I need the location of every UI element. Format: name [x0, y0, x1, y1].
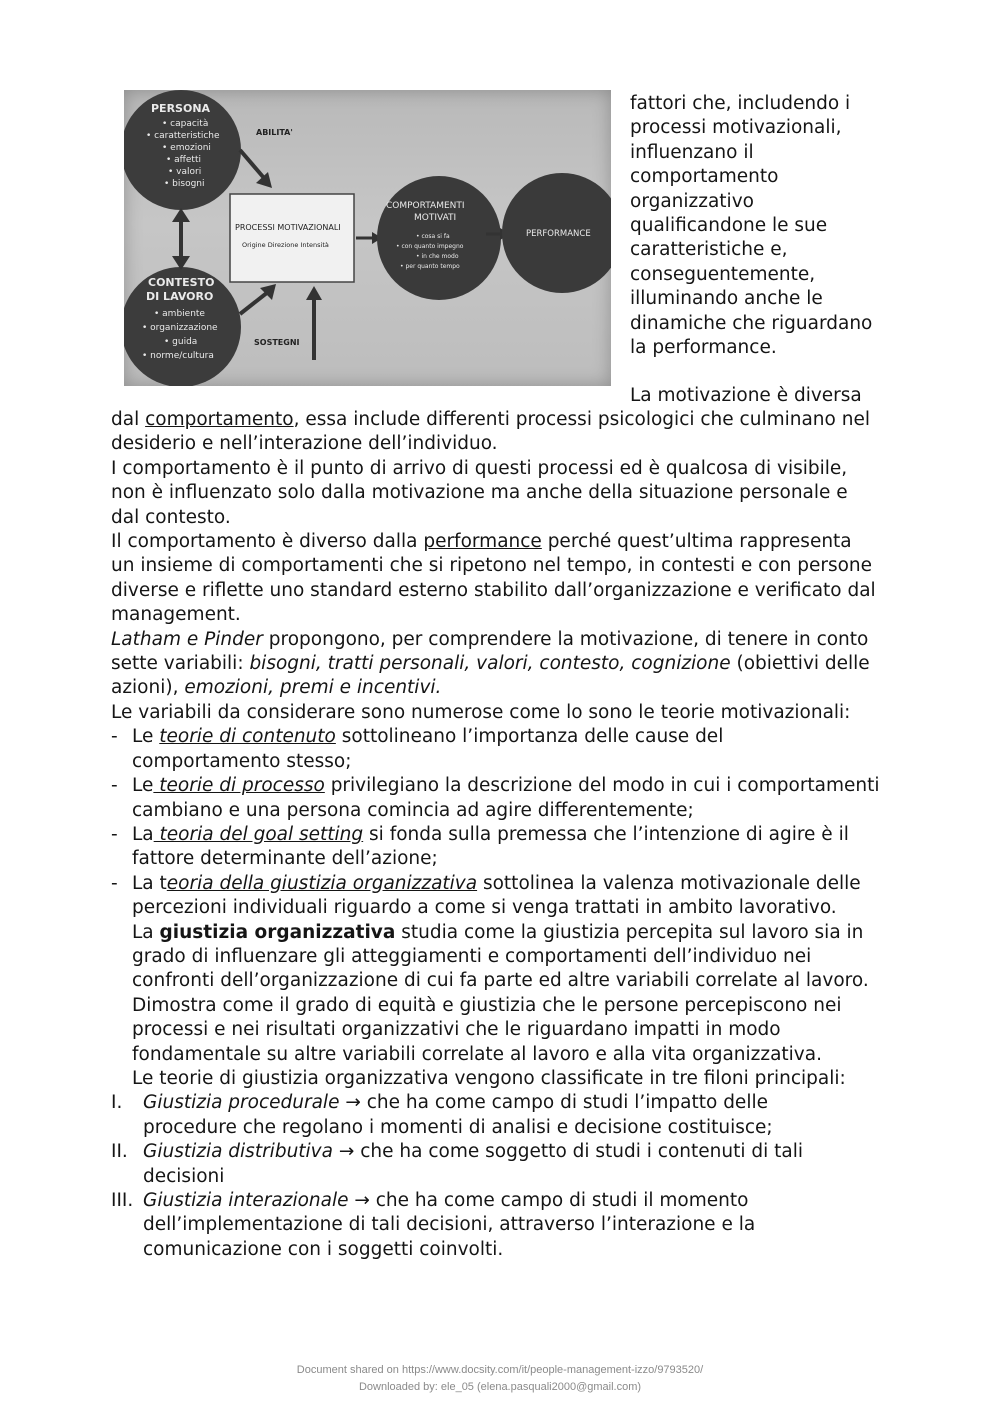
motivation-diagram-image	[124, 90, 611, 386]
text-line: processi motivazionali,	[630, 117, 842, 139]
persona-item: • emozioni	[162, 143, 211, 153]
list-item: - Le teorie di processo privilegiano la descrizione del modo in cui i comportamenti	[111, 774, 901, 798]
contesto-item: • ambiente	[154, 309, 205, 319]
roman-numeral: III.	[111, 1190, 134, 1211]
contesto-title: CONTESTO	[148, 276, 215, 289]
text-line: management.	[111, 604, 241, 626]
processi-title: PROCESSI MOTIVAZIONALI	[235, 223, 341, 232]
numbered-item: I. Giustizia procedurale → che ha come campo di studi l’impatto delle	[111, 1091, 901, 1115]
text-line: processi e nei risultati organizzativi che le riguardano impatti in modo	[132, 1019, 781, 1041]
text-line: dinamiche che riguardano	[630, 312, 873, 334]
comportamenti-item: • in che modo	[416, 253, 459, 260]
underlined-term: performance	[423, 531, 542, 553]
processi-box	[230, 194, 354, 282]
side-paragraph	[630, 92, 900, 360]
comportamenti-item: • con quanto impegno	[396, 243, 464, 250]
text-line: organizzativo	[630, 190, 754, 212]
text-line: qualificandone le sue	[630, 215, 828, 237]
persona-item: • valori	[168, 167, 202, 177]
text-line: grado di influenzare gli atteggiamenti e comportamenti dell’individuo nei	[132, 945, 812, 967]
text-line: comportamento stesso;	[132, 750, 352, 772]
text-line: dal comportamento, essa include differenti processi psicologici che culminano nel	[111, 409, 870, 430]
text-line: comunicazione con i soggetti coinvolti.	[143, 1238, 504, 1260]
list-item: - Le teorie di contenuto sottolineano l’importanza delle cause del	[111, 725, 901, 749]
text-line: Le teorie di giustizia organizzativa vengono classificate in tre filoni principali:	[132, 1067, 846, 1089]
dash-marker: -	[111, 823, 118, 845]
text-line: Latham e Pinder propongono, per comprendere la motivazione, di tenere in conto	[111, 628, 869, 650]
text-line: fattore determinante dell’azione;	[132, 848, 438, 870]
performance-label: PERFORMANCE	[526, 229, 591, 239]
list-item: - La teoria della giustizia organizzativa sottolinea la valenza motivazionale delle	[111, 872, 901, 896]
footer-shared-link[interactable]: Document shared on https://www.docsity.com/it/people-management-izzo/9793520/	[296, 1364, 704, 1376]
dash-marker: -	[111, 872, 118, 894]
text-line: conseguentemente,	[630, 263, 816, 285]
text-line: dell’implementazione di tali decisioni, attraverso l’interazione e la	[143, 1214, 756, 1236]
text-line: la performance.	[630, 337, 777, 359]
roman-numeral: I.	[111, 1092, 123, 1114]
text-line: sette variabili: bisogni, tratti personali, valori, contesto, cognizione (obiettivi delle	[111, 653, 870, 675]
text-line: fattori che, includendo i	[630, 93, 851, 114]
persona-title: PERSONA	[151, 102, 211, 115]
abilita-label: ABILITA'	[256, 128, 293, 137]
text-line: caratteristiche e,	[630, 239, 788, 261]
contesto-item: • norme/cultura	[142, 351, 214, 361]
dash-marker: -	[111, 726, 118, 748]
text-line: diverse e riflette uno standard esterno stabilito dall’organizzazione e verificato dal	[111, 579, 876, 601]
numbered-item: II. Giustizia distributiva → che ha come soggetto di studi i contenuti di tali	[111, 1140, 901, 1164]
comportamenti-title: MOTIVATI	[414, 213, 457, 223]
persona-item: • affetti	[166, 155, 201, 165]
text-line: Il comportamento è diverso dalla performance perché quest’ultima rappresenta	[111, 531, 852, 553]
numbered-item: III. Giustizia interazionale → che ha come campo di studi il momento	[111, 1189, 901, 1213]
persona-item: • bisogni	[164, 179, 205, 189]
persona-item: • capacità	[162, 119, 209, 129]
sostegni-arrow-left-icon	[240, 292, 268, 314]
comportamenti-item: • per quanto tempo	[400, 263, 460, 270]
text-line: dal contesto.	[111, 506, 231, 528]
abilita-arrow-icon	[240, 150, 264, 178]
footer-downloaded-by: Downloaded by: ele_05 (elena.pasquali2000@gmail.com)	[358, 1381, 642, 1393]
bold-term: giustizia organizzativa	[159, 921, 396, 943]
text-line: desiderio e nell’interazione dell’individuo.	[111, 433, 498, 455]
text-line: decisioni	[143, 1165, 225, 1187]
persona-item: • caratteristiche	[146, 131, 220, 141]
text-line: I comportamento è il punto di arrivo di questi processi ed è qualcosa di visibile,	[111, 457, 848, 479]
text-line: cambiano e una persona comincia ad agire differentemente;	[132, 799, 694, 821]
text-line: percezioni individuali riguardo a come si venga trattati in ambito lavorativo.	[132, 897, 837, 919]
comportamenti-title: COMPORTAMENTI	[386, 201, 465, 211]
diagram-svg	[124, 90, 611, 386]
text-line: influenzano il	[630, 141, 754, 163]
arrow-up-icon	[172, 208, 190, 222]
list-item: - La teoria del goal setting si fonda sulla premessa che l’intenzione di agire è il	[111, 823, 901, 847]
roman-numeral: II.	[111, 1141, 128, 1163]
text-line: Le variabili da considerare sono numerose come lo sono le teorie motivazionali:	[111, 701, 851, 723]
contesto-item: • organizzazione	[142, 323, 218, 333]
comportamenti-item: • cosa si fa	[416, 233, 450, 240]
text-line: illuminando anche le	[630, 288, 823, 310]
contesto-title: DI LAVORO	[146, 290, 214, 303]
text-line: fondamentale su altre variabili correlate al lavoro e alla vita organizzativa.	[132, 1043, 822, 1065]
processi-subtitle: Origine Direzione Intensità	[242, 241, 329, 249]
text-line: La motivazione è diversa	[630, 385, 862, 406]
main-body	[111, 408, 901, 1262]
text-line: procedure che regolano i momenti di analisi e decisione costituisce;	[143, 1116, 773, 1138]
text-line: non è influenzato solo dalla motivazione ma anche della situazione personale e	[111, 482, 848, 504]
sostegni-label: SOSTEGNI	[254, 338, 300, 347]
dash-marker: -	[111, 775, 118, 797]
text-line: azioni), emozioni, premi e incentivi.	[111, 677, 442, 699]
contesto-item: • guida	[164, 337, 198, 347]
text-line: Dimostra come il grado di equità e giustizia che le persone percepiscono nei	[132, 994, 842, 1016]
text-line: un insieme di comportamenti che si ripetono nel tempo, in contesti e con persone	[111, 555, 873, 577]
text-line: comportamento	[630, 166, 779, 188]
text-line: confronti dell’organizzazione di cui fa parte ed altre variabili correlate al lavoro.	[132, 970, 869, 992]
underlined-term: comportamento	[145, 409, 294, 430]
text-line: La giustizia organizzativa studia come la giustizia percepita sul lavoro sia in	[132, 921, 864, 943]
